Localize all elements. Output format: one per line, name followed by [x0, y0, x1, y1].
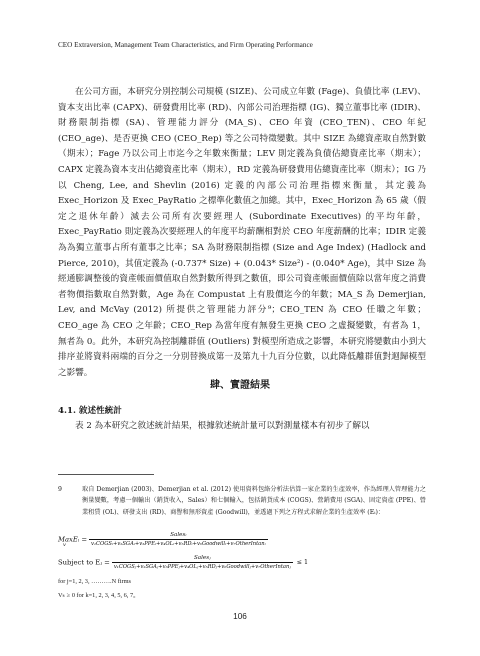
equation-2-denominator: v₁COGSⱼ+v₂SGAⱼ+v₃PPEⱼ+v₄OLⱼ+v₅RDⱼ+v₆Goodwillⱼ+v₇OtherIntanⱼ — [113, 564, 291, 570]
footnote-text: 取自 Demerjian (2003)、Demerjian et al. (2012) 使用資料包絡分析法估算一家企業的生產效率，作為經理人管理能力之衡量變數，考慮一個輸出（銷貨收入，Sales）和七個輸入，包括銷貨成本 (COGS)、營銷費用 (SGA)、固定資產 (PPE)、營業租賃 (OL)、研發支出 (RD)、商譽和無形資產 (Goodwill)，並透過下列之方程式求解企業的生產效率 (Eᵢ)： — [82, 486, 426, 516]
equation-max-efficiency — [58, 532, 268, 547]
equation-1-numerator: Salesᵢ — [170, 532, 187, 538]
subsection-text: 表 2 為本研究之敘述統計結果，根據敘述統計量可以對測量樣本有初步了解以 — [75, 421, 370, 431]
paragraph-1: 在公司方面，本研究分別控制公司規模 (SIZE)、公司成立年數 (Fage)、負債比率 (LEV)、資本支出比率 (CAPX)、研發費用比率 (RD)、內部公司治理指標 (IG)、獨立董事比率 (IDIR)、財務限制指標 (SA)、管理能力評分 (MA_S)、CEO 年資 (CEO_TEN)、CEO 年紀 (CEO_age)、是否更換 CEO (CEO_Rep) 等之公司特徵變數。其中 SIZE 為總資產取自然對數（期末）；Fage 乃以公司上市迄今之年數來衡量；LEV 則定義為負債佔總資產比率（期末）；CAPX 定義為資本支出佔總資產比率（期末），RD 定義為研發費用佔總資產比率（期末）；IG 乃以 Cheng, Lee, and Shevlin (2016) 定義的內部公司治理指標來衡量，其定義為 Exec_Horizon 及 Exec_PayRatio 之標準化數值之加總。其中，Exec_Horizon 為 65 歲（假定之退休年齡）減去公司所有次要經理人 (Subordinate Executives) 的平均年齡，Exec_PayRatio 則定義為次要經理人的年度平均薪酬相對於 CEO 年度薪酬的比率；IDIR 定義為為獨立董事占所有董事之比率；SA 為財務限制指標 (Size and Age Index) (Hadlock and Pierce, 2010)，其值定義為 (-0.737* Size) + (0.043* Size²) - (0.040* Age)，其中 Size 為經通膨調整後的資產帳面價值取自然對數所得到之數值，即公司資產帳面價值除以當年度之消費者物價指數取自然對數，Age 為在 Compustat 上有股價迄今的年數；MA_S 為 Demerjian, Lev, and McVay (2012) 所提供之管理能力評分⁹；CEO_TEN 為 CEO 任職之年數；CEO_age 為 CEO 之年齡；CEO_Rep 為當年度有無發生更換 CEO 之虛擬變數，有者為 1，無者為 0。此外，本研究為控制離群值 (Outliers) 對模型所造成之影響，本研究將變數由小到大排序並將資料兩端的百分之一分別替換成第一及第九十九百分位數，以此降低離群值對迴歸模型之影響。 — [58, 87, 426, 378]
subsection-paragraph — [58, 419, 426, 435]
subsection-heading: 4.1. 敘述性統計 — [58, 406, 122, 416]
footnote-number: 9 — [58, 486, 62, 493]
equation-condition-firms: for j=1, 2, 3, ……….N firms — [58, 578, 131, 585]
equation-condition-weights: Vₖ ≥ 0 for k=1, 2, 3, 4, 5, 6, 7。 — [58, 592, 140, 599]
equation-2-fraction — [112, 555, 293, 570]
footnote-divider — [58, 474, 154, 475]
equation-1-subscript: v — [63, 542, 66, 548]
equation-1-fraction — [89, 532, 268, 547]
section-heading: 肆、實證結果 — [210, 380, 270, 391]
body-paragraph — [58, 85, 426, 381]
equation-2-lhs: Subject to Eⱼ = — [58, 558, 110, 567]
running-header: CEO Extraversion, Management Team Characteristics, and Firm Operating Performance — [58, 41, 313, 49]
footnote — [58, 484, 426, 518]
equation-2-relation: ≤ 1 — [296, 559, 309, 566]
page-number: 106 — [233, 612, 247, 621]
equation-2-numerator: Salesⱼ — [193, 555, 211, 561]
equation-1-denominator: v₁COGSᵢ+v₂SGAᵢ+v₃PPEᵢ+v₄OLᵢ+v₅RDᵢ+v₆Goodwillᵢ+v₇OtherIntanᵢ — [91, 541, 266, 547]
equation-1-lhs: MaxEᵢ = — [58, 535, 88, 544]
equation-constraint — [58, 555, 308, 570]
